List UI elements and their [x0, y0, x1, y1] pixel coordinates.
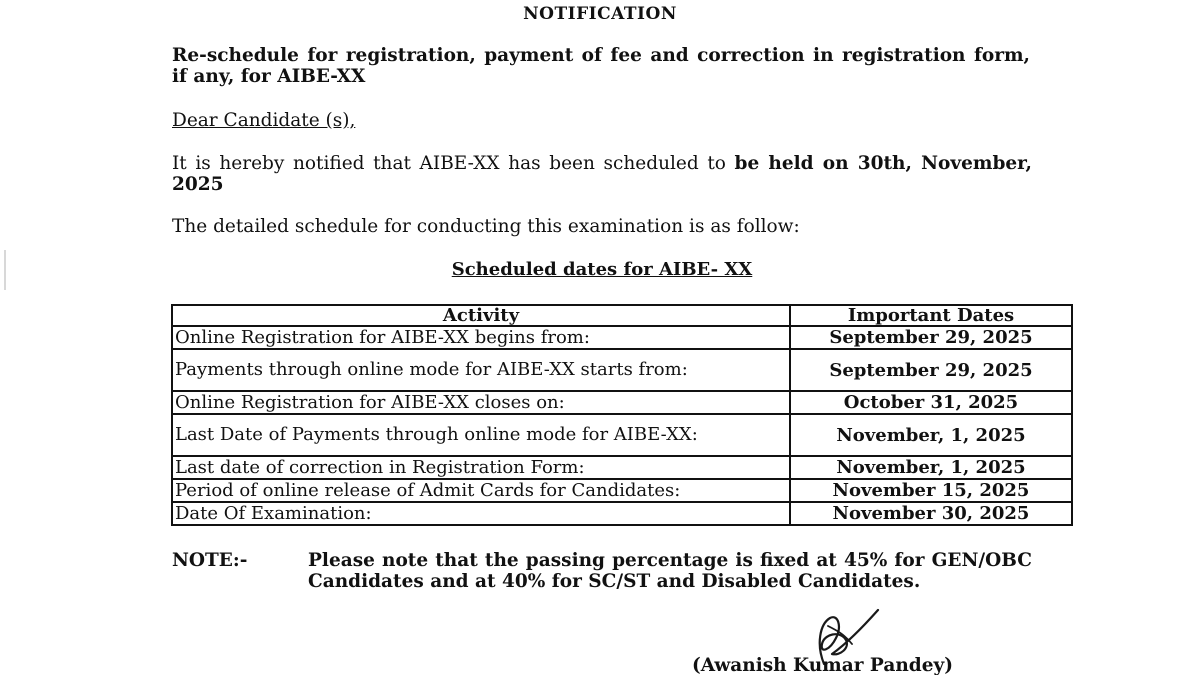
header-activity: Activity: [172, 305, 790, 326]
exam-date-highlight: be held on 30th, November, 2025: [172, 153, 1032, 195]
date-cell: November, 1, 2025: [790, 414, 1072, 456]
exam-date-intro: It is hereby notified that AIBE-XX has been scheduled to: [172, 153, 735, 174]
notification-heading: NOTIFICATION: [523, 4, 677, 24]
table-row: [172, 349, 1072, 391]
table-row: [172, 479, 1072, 502]
schedule-table: [171, 304, 1073, 526]
salutation: Dear Candidate (s),: [172, 110, 356, 131]
table-row: [172, 414, 1072, 456]
activity-cell: Last date of correction in Registration Form:: [172, 456, 790, 479]
activity-cell: Date Of Examination:: [172, 502, 790, 525]
activity-cell: Period of online release of Admit Cards for Candidates:: [172, 479, 790, 502]
notification-subject: Re-schedule for registration, payment of fee and correction in registration form, if any, for AIBE-XX: [172, 45, 1030, 87]
header-important-dates: Important Dates: [790, 305, 1072, 326]
table-row: [172, 502, 1072, 525]
table-row: [172, 391, 1072, 414]
date-cell: November, 1, 2025: [790, 456, 1072, 479]
date-cell: September 29, 2025: [790, 349, 1072, 391]
schedule-intro-paragraph: The detailed schedule for conducting this examination is as follow:: [172, 216, 800, 237]
activity-cell: Payments through online mode for AIBE-XX starts from:: [172, 349, 790, 391]
schedule-table-title: Scheduled dates for AIBE- XX: [451, 259, 753, 280]
activity-cell: Online Registration for AIBE-XX begins from:: [172, 326, 790, 349]
note-text: Please note that the passing percentage is fixed at 45% for GEN/OBC Candidates and at 40% for SC/ST and Disabled Candidates.: [308, 550, 1032, 592]
date-cell: November 30, 2025: [790, 502, 1072, 525]
table-row: [172, 456, 1072, 479]
exam-date-paragraph: [172, 153, 1032, 195]
date-cell: September 29, 2025: [790, 326, 1072, 349]
signatory-name: (Awanish Kumar Pandey): [692, 655, 953, 675]
date-cell: October 31, 2025: [790, 391, 1072, 414]
table-row: [172, 326, 1072, 349]
activity-cell: Last Date of Payments through online mode for AIBE-XX:: [172, 414, 790, 456]
date-cell: November 15, 2025: [790, 479, 1072, 502]
activity-cell: Online Registration for AIBE-XX closes on:: [172, 391, 790, 414]
note-label: NOTE:-: [172, 550, 248, 571]
